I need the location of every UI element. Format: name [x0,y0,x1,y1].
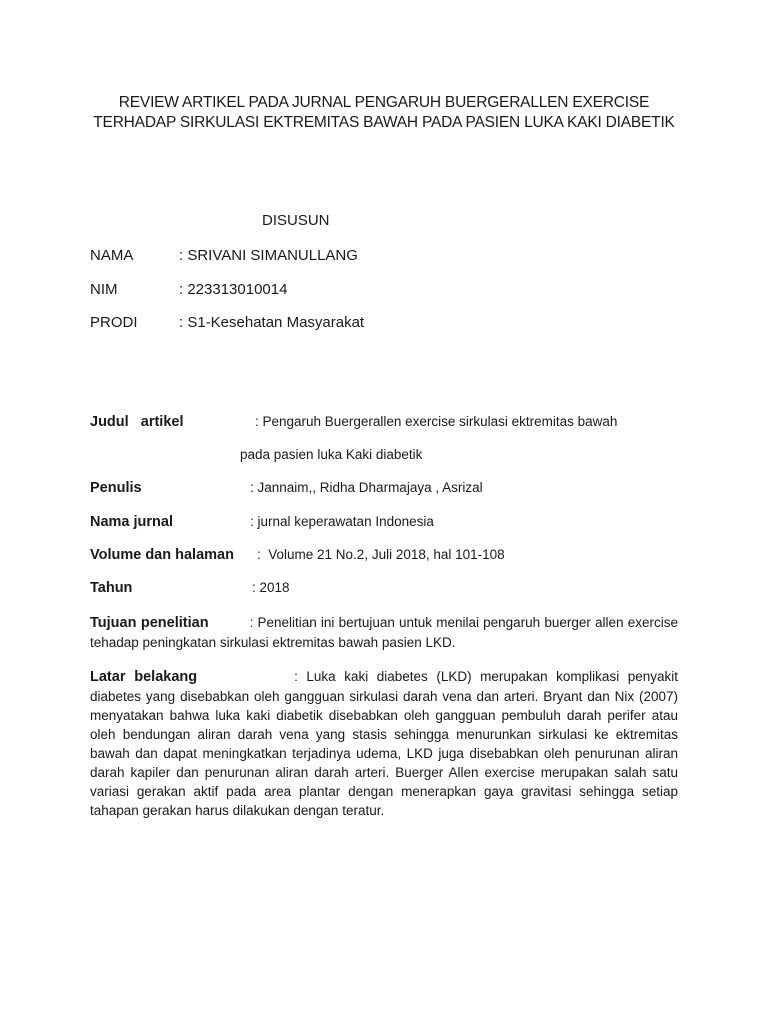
nama-label: NAMA [90,247,134,264]
prodi-label: PRODI [90,314,138,331]
tahun-value: : 2018 [252,580,290,595]
latar-paragraph [90,667,678,820]
judul-value: : Pengaruh Buergerallen exercise sirkulasi ektremitas bawah [255,414,618,429]
nama-value: : SRIVANI SIMANULLANG [179,247,358,264]
tujuan-text: : Penelitian ini bertujuan untuk menilai pengaruh buerger allen exercise tehadap peningkatan sirkulasi ektremitas bawah pasien LKD. [90,615,678,650]
tahun-label: Tahun [90,580,133,596]
volume-label: Volume dan halaman [90,547,234,563]
nama-jurnal-value: : jurnal keperawatan Indonesia [250,514,434,529]
latar-text: : Luka kaki diabetes (LKD) merupakan komplikasi penyakit diabetes yang disebabkan oleh gangguan sirkulasi darah vena dan arteri. Bryant dan Nix (2007) menyatakan bahwa luka kaki diabetik disebabkan oleh gangguan pembuluh darah perifer atau oleh bendungan aliran darah vena yang stasis sehingga menurunkan sirkulasi ke ektremitas bawah dan dapat meningkatkan terjadinya udema, LKD juga disebabkan oleh penurunan aliran darah kapiler dan penurunan aliran darah arteri. Buerger Allen exercise merupakan salah satu variasi gerakan aktif pada area plantar dengan menerapkan gaya gravitasi sehingga setiap tahapan gerakan harus dilakukan dengan teratur. [90,669,678,818]
penulis-label: Penulis [90,480,142,496]
volume-value: : Volume 21 No.2, Juli 2018, hal 101-108 [257,547,505,562]
penulis-value: : Jannaim,, Ridha Dharmajaya , Asrizal [250,480,483,495]
title-line-2: TERHADAP SIRKULASI EKTREMITAS BAWAH PADA PASIEN LUKA KAKI DIABETIK [93,114,675,131]
disusun-heading: DISUSUN [262,212,330,229]
title-line-1: REVIEW ARTIKEL PADA JURNAL PENGARUH BUERGERALLEN EXERCISE [118,94,650,111]
prodi-value: : S1-Kesehatan Masyarakat [179,314,365,331]
tujuan-paragraph [90,613,678,652]
nim-label: NIM [90,281,118,298]
nama-jurnal-label: Nama jurnal [90,514,173,530]
judul-continuation: pada pasien luka Kaki diabetik [240,447,423,462]
latar-label: Latar belakang [90,669,198,685]
document-title [60,93,708,133]
nim-value: : 223313010014 [179,281,288,298]
tujuan-label: Tujuan penelitian [90,615,209,631]
judul-label: Judul artikel [90,414,184,430]
